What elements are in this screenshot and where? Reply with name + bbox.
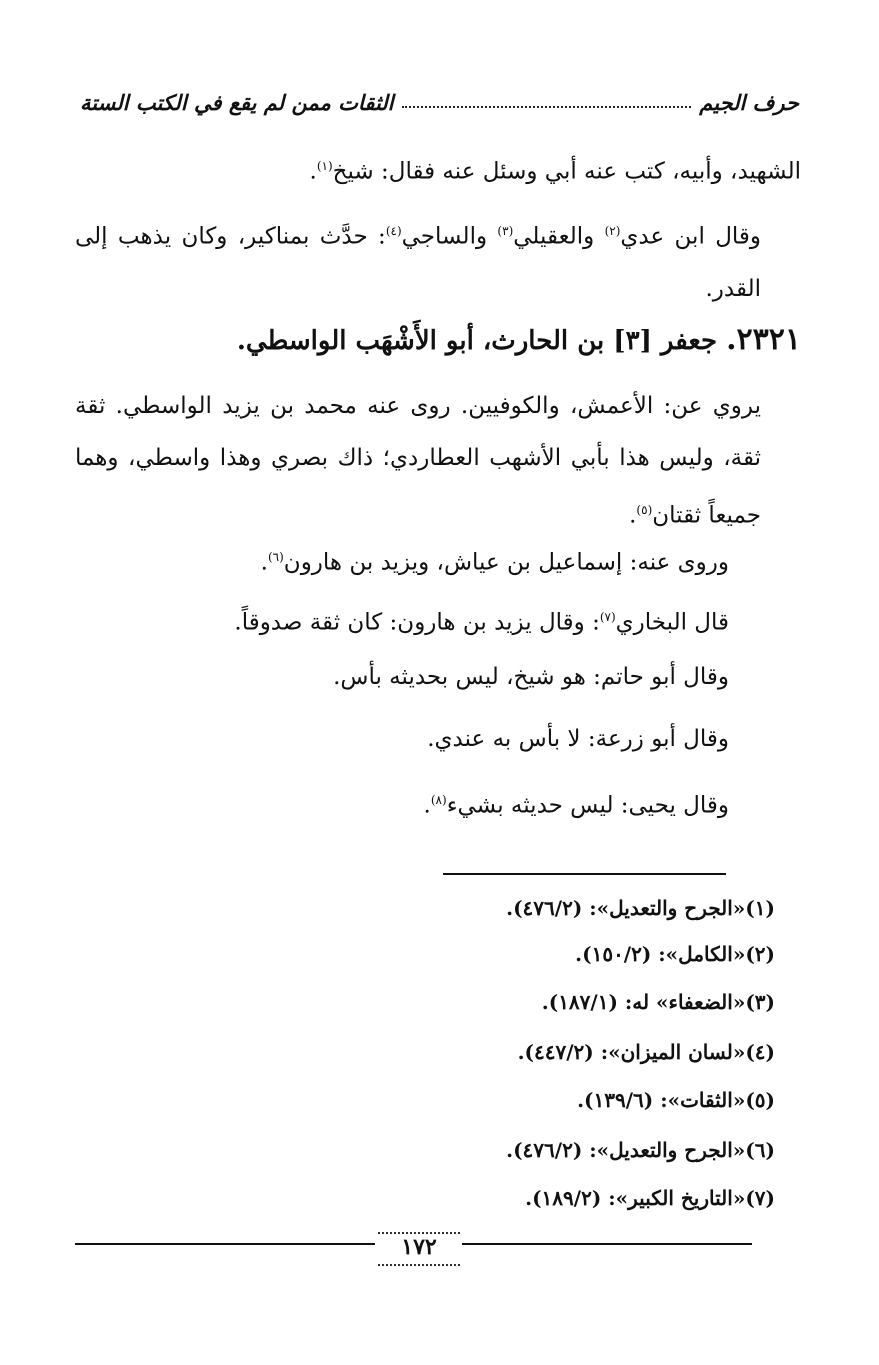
footnote-ref: (٥) xyxy=(636,503,653,517)
narration-text: : وقال يزيد بن هارون: كان ثقة صدوقاً. xyxy=(234,609,600,636)
footnote-item: (٦)«الجرح والتعديل»: (٤٧٦/٢). xyxy=(506,1138,775,1162)
footnote-item: (٧)«التاريخ الكبير»: (١٨٩/٢). xyxy=(525,1186,775,1210)
footnote-ref: (٣) xyxy=(497,224,514,238)
page-number: ١٧٢ xyxy=(378,1232,460,1266)
entry-title: جعفر [٣] بن الحارث، أبو الأَشْهَب الواسطي. xyxy=(236,326,718,356)
narration-line xyxy=(234,597,729,643)
narration-line xyxy=(333,657,729,697)
footnote-item: (١)«الجرح والتعديل»: (٤٧٦/٢). xyxy=(506,896,775,920)
footnote-item: (٥)«الثقات»: (١٣٩/٦). xyxy=(577,1088,775,1112)
narration-text: وقال يحيى: ليس حديثه بشيء xyxy=(446,792,729,819)
footnote-ref: (١) xyxy=(316,159,333,173)
footnote-item: (٢)«الكامل»: (١٥٠/٢). xyxy=(575,942,775,966)
footnote-ref: (٢) xyxy=(604,224,621,238)
running-header xyxy=(80,82,799,122)
footnote-ref: (٨) xyxy=(430,793,447,807)
book-title: الثقات ممن لم يقع في الكتب الستة xyxy=(80,89,394,115)
footnote-separator xyxy=(443,873,726,875)
entry-number: ٢٣٢١. xyxy=(726,322,801,357)
narration-text: وقال أبو زرعة: لا بأس به عندي. xyxy=(427,726,729,752)
quote-text-a: وقال ابن عدي xyxy=(620,223,762,250)
chapter-title: حرف الجيم xyxy=(699,89,799,115)
quote-text-c: والساجي xyxy=(401,223,498,250)
quote-text-b: والعقيلي xyxy=(513,223,605,250)
punct: . xyxy=(309,158,317,185)
header-dotted-leader xyxy=(402,96,692,108)
footnote-item: (٤)«لسان الميزان»: (٤٤٧/٢). xyxy=(517,1040,775,1064)
footnote-ref: (٤) xyxy=(385,224,402,238)
narration-text: قال البخاري xyxy=(615,609,729,636)
punct: . xyxy=(423,792,431,819)
narration-text: وقال أبو حاتم: هو شيخ، ليس بحديثه بأس. xyxy=(333,664,729,690)
quote-paragraph xyxy=(75,205,801,315)
entry-heading xyxy=(237,318,801,363)
footnote-item: (٣)«الضعفاء» له: (١٨٧/١). xyxy=(541,990,775,1014)
footer-rule-left xyxy=(75,1243,375,1245)
continuation-line xyxy=(75,140,801,198)
continuation-text: الشهيد، وأبيه، كتب عنه أبي وسئل عنه فقال: شيخ xyxy=(332,158,801,185)
narration-line xyxy=(261,537,729,583)
quote-text-d: : حدَّث بمناكير، وكان يذهب إلى القدر. xyxy=(75,223,761,302)
entry-body-text: يروي عن: الأعمش، والكوفيين. روى عنه محمد بن يزيد الواسطي. ثقة ثقة، وليس هذا بأبي الأشهب العطاردي؛ ذاك بصري وهذا واسطي، وهما جميعاً ثقتان xyxy=(75,393,761,529)
entry-body-paragraph xyxy=(75,380,801,542)
narration-text: وروى عنه: إسماعيل بن عياش، ويزيد بن هارون xyxy=(283,549,729,576)
punct: . xyxy=(629,502,637,529)
footnote-ref: (٧) xyxy=(599,610,616,624)
punct: . xyxy=(260,549,268,576)
footer-rule-right xyxy=(462,1243,752,1245)
narration-line xyxy=(427,719,729,759)
footnote-ref: (٦) xyxy=(267,550,284,564)
narration-line xyxy=(424,780,729,826)
